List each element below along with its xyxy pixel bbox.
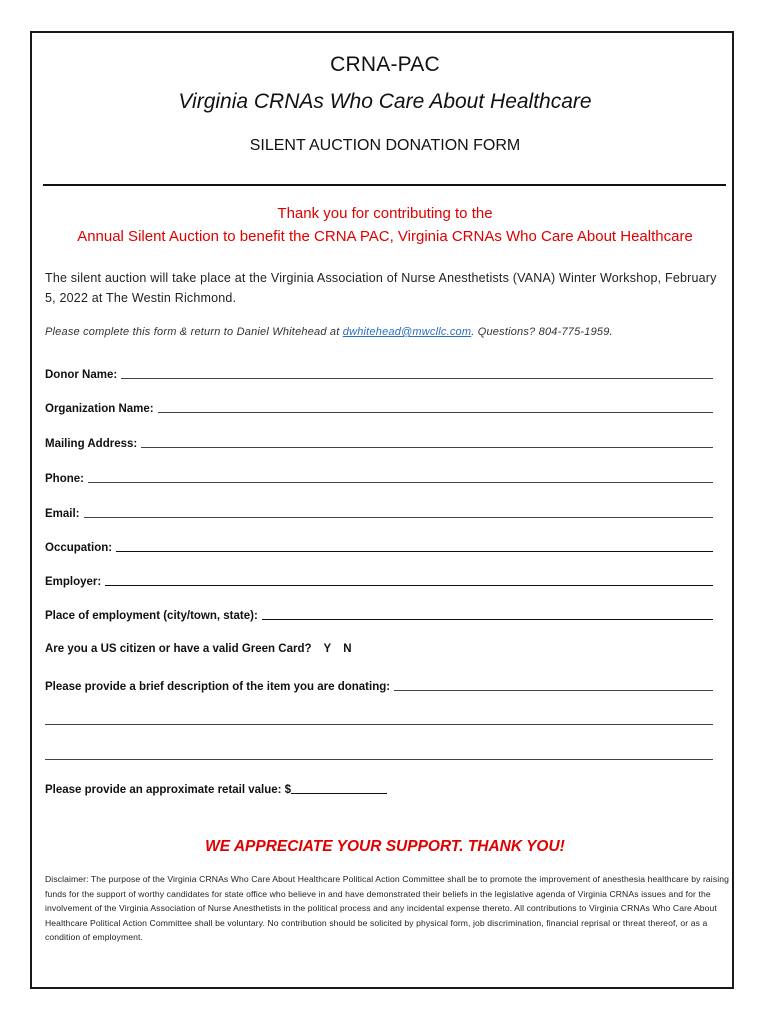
page-title: CRNA-PAC <box>330 53 440 76</box>
header-divider <box>43 184 726 186</box>
employer-input[interactable] <box>105 574 713 586</box>
place-of-employment-label: Place of employment (city/town, state): <box>45 610 258 622</box>
phone-label: Phone: <box>45 473 84 485</box>
place-of-employment-field <box>45 608 713 622</box>
organization-name-label: Organization Name: <box>45 403 154 415</box>
donor-name-label: Donor Name: <box>45 369 118 381</box>
employer-field <box>45 574 713 588</box>
citizen-no-option[interactable]: N <box>343 643 352 655</box>
item-description-input[interactable] <box>394 679 713 691</box>
page-subtitle: Virginia CRNAs Who Care About Healthcare <box>178 90 592 113</box>
donor-name-field <box>45 367 713 381</box>
item-description-field <box>45 679 713 693</box>
phone-input[interactable] <box>88 471 713 483</box>
intro-paragraph: The silent auction will take place at the Virginia Association of Nurse Anesthetists (VANA) Winter Workshop, February 5, 2022 at The Westin Richmond. <box>45 271 717 305</box>
instructions-prefix: Please complete this form & return to Daniel Whitehead at <box>45 326 343 338</box>
item-description-line-3[interactable] <box>45 759 713 760</box>
instructions-suffix: . Questions? 804-775-1959. <box>471 326 613 338</box>
donor-name-input[interactable] <box>121 367 713 379</box>
thanks-line-1: Thank you for contributing to the <box>277 205 493 222</box>
mailing-address-label: Mailing Address: <box>45 438 138 450</box>
item-description-line-2[interactable] <box>45 724 713 725</box>
occupation-field <box>45 540 713 554</box>
phone-field <box>45 471 713 485</box>
occupation-input[interactable] <box>116 540 713 552</box>
retail-value-label: Please provide an approximate retail value: $ <box>45 784 292 796</box>
thanks-line-2: Annual Silent Auction to benefit the CRNA PAC, Virginia CRNAs Who Care About Healthcare <box>77 228 693 245</box>
instructions <box>45 326 613 338</box>
disclaimer: Disclaimer: The purpose of the Virginia CRNAs Who Care About Healthcare Political Action Committee shall be to promote the improvement of anesthesia healthcare by raising funds for the support of worthy candidates for state office who believe in and have demonstrated their beliefs in the legislative agenda of Virginia CRNAs issues and for the involvement of the Virginia Association of Nurse Anesthetists in the political process and any incidental expense thereto. All contributions to Virginia CRNAs Who Care About Healthcare Political Action Committee shall be voluntary. No contribution should be solicited by physical form, job discrimination, financial reprisal or threat thereof, or as a condition of employment. <box>45 874 729 942</box>
mailing-address-input[interactable] <box>141 436 713 448</box>
contact-email-link[interactable]: dwhitehead@mwcllc.com <box>342 326 472 338</box>
organization-name-input[interactable] <box>158 401 713 413</box>
email-field <box>45 506 713 520</box>
organization-name-field <box>45 401 713 415</box>
mailing-address-field <box>45 436 713 450</box>
item-description-label: Please provide a brief description of the item you are donating: <box>45 681 391 693</box>
form-name: SILENT AUCTION DONATION FORM <box>249 137 521 154</box>
retail-value-field <box>45 782 387 796</box>
citizen-question-label: Are you a US citizen or have a valid Green Card? <box>45 643 312 655</box>
email-input[interactable] <box>84 506 713 518</box>
citizen-question <box>45 643 352 655</box>
email-label: Email: <box>45 508 80 520</box>
appreciation-message: WE APPRECIATE YOUR SUPPORT. THANK YOU! <box>205 838 565 855</box>
place-of-employment-input[interactable] <box>262 608 713 620</box>
occupation-label: Occupation: <box>45 542 113 554</box>
retail-value-input[interactable] <box>291 782 387 794</box>
citizen-yes-option[interactable]: Y <box>323 643 332 655</box>
employer-label: Employer: <box>45 576 102 588</box>
